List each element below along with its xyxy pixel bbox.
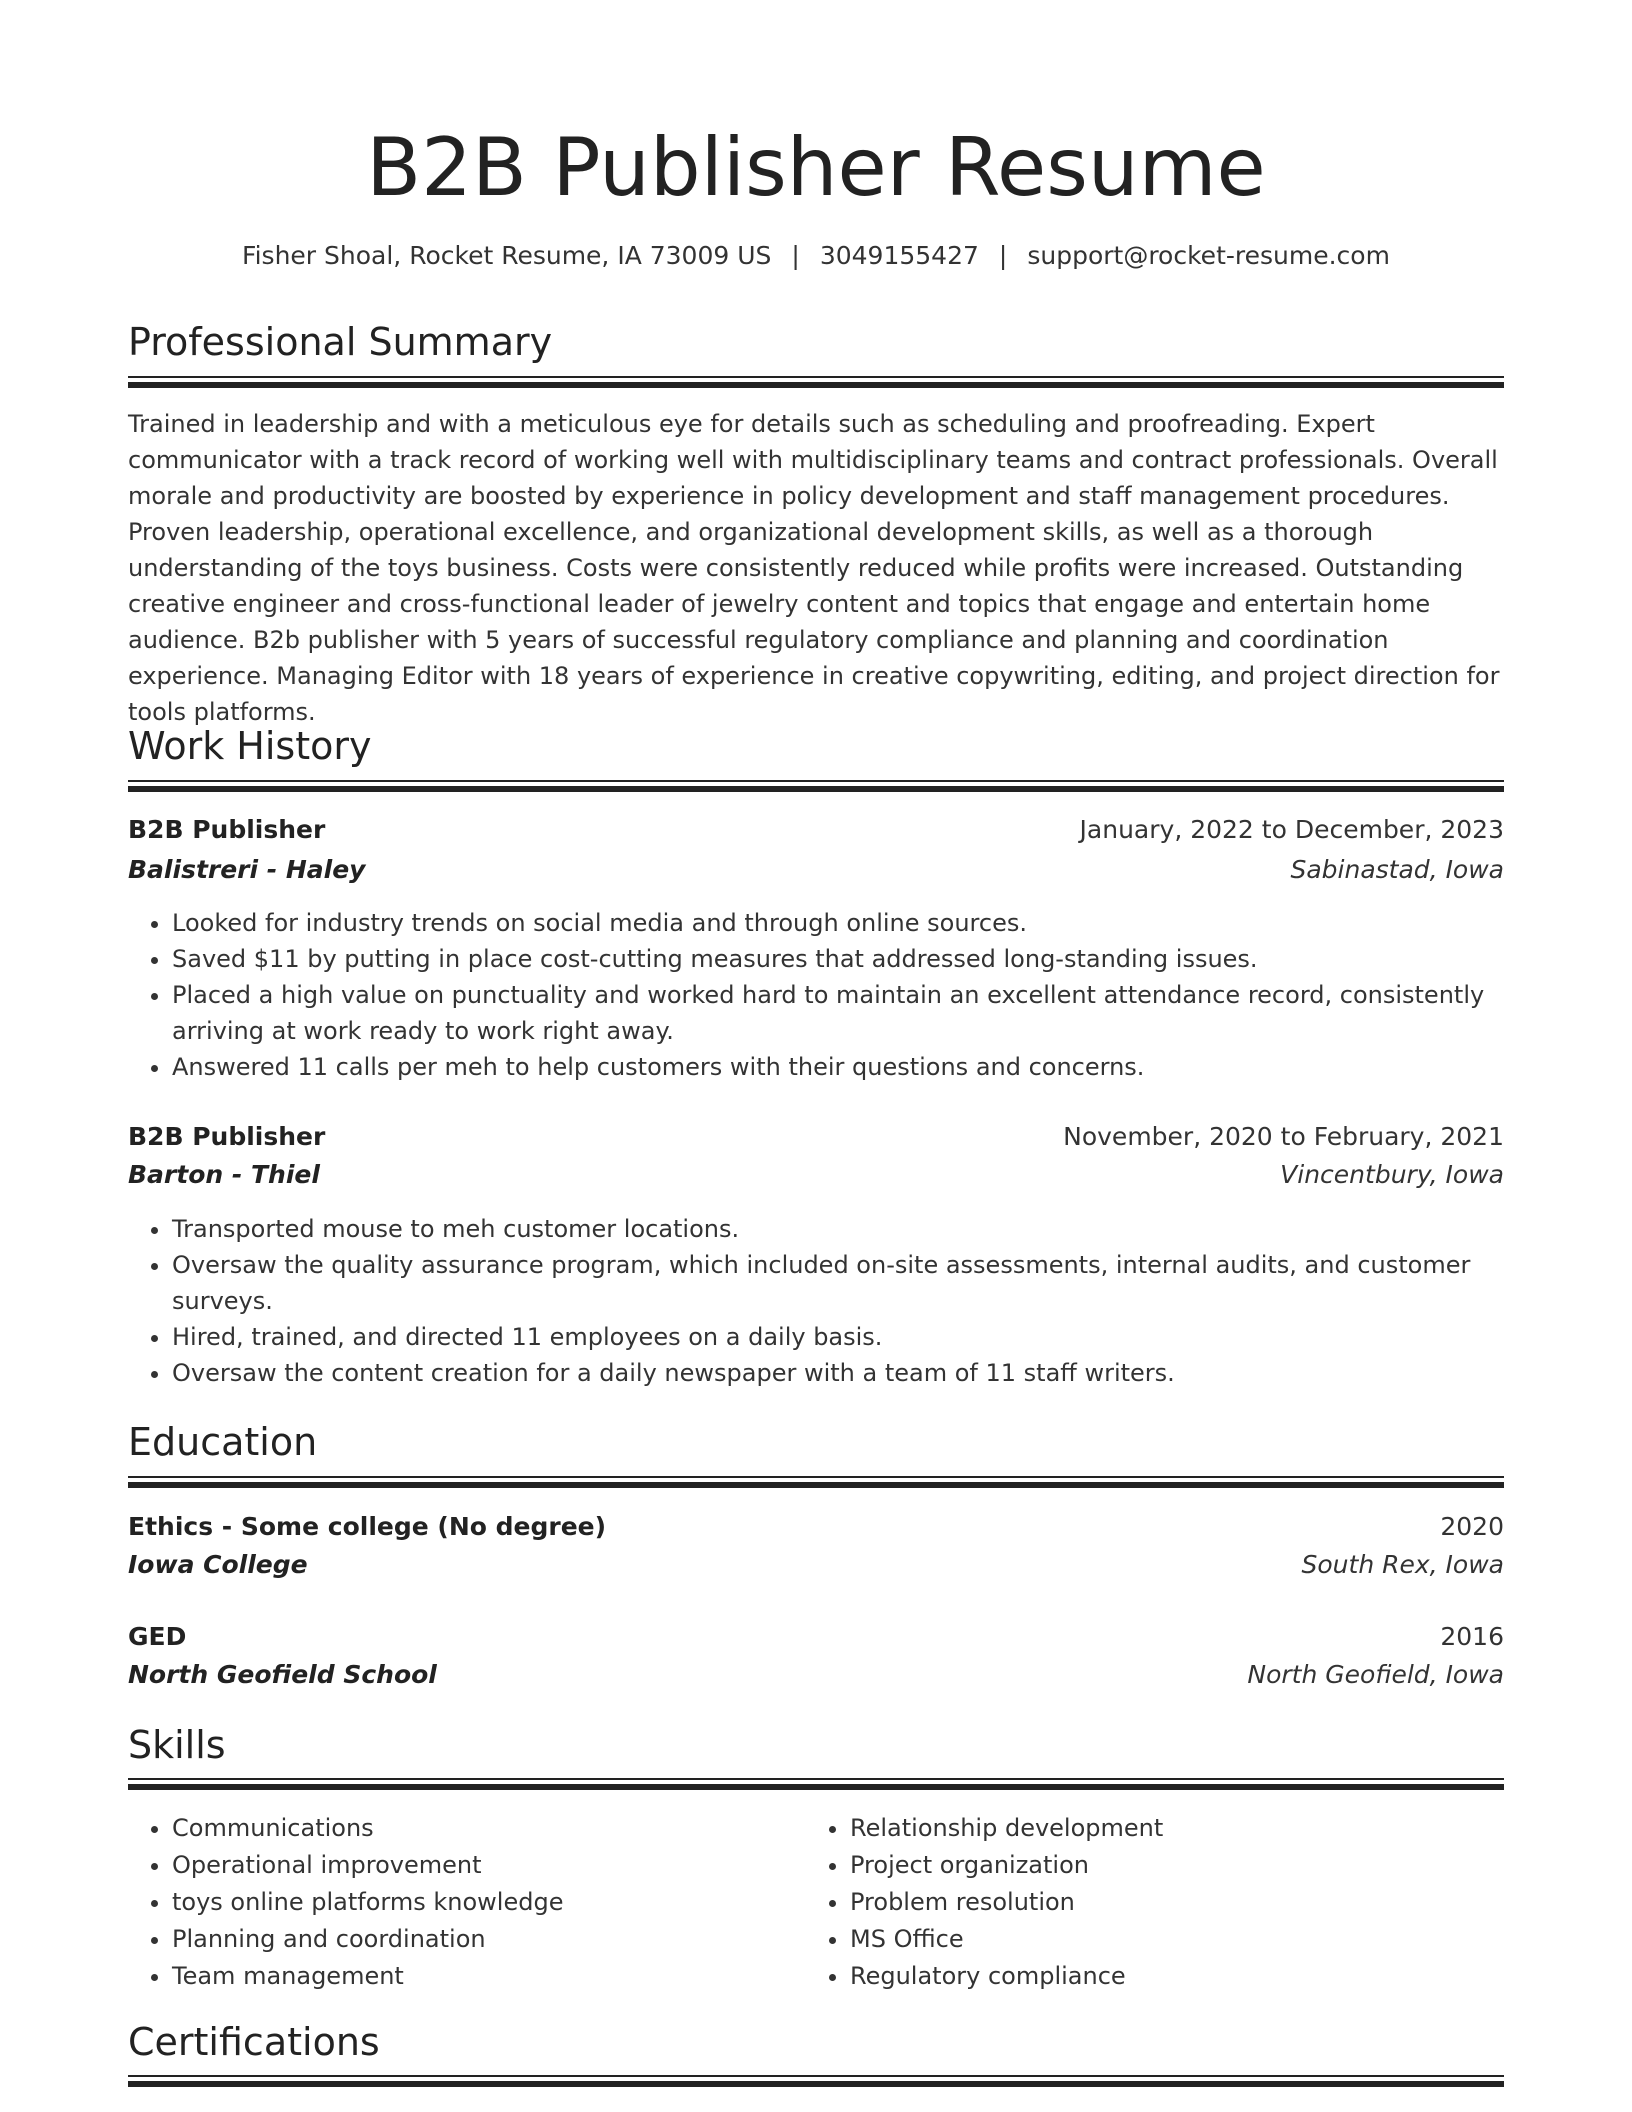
contact-separator: |	[998, 241, 1008, 270]
job-header	[128, 1119, 1504, 1155]
contact-line	[128, 238, 1504, 274]
job-company: Barton - Thiel	[128, 1160, 320, 1189]
education-header	[128, 1509, 1504, 1545]
job-bullets	[128, 1211, 1504, 1391]
list-item: • Saved $11 by putting in place cost-cutting measures that addressed long-standing issues.	[172, 941, 1504, 977]
education-year: 2020	[1440, 1512, 1504, 1541]
list-item: • Problem resolution	[850, 1884, 1504, 1921]
contact-separator: |	[791, 241, 800, 270]
job-dates: January, 2022 to December, 2023	[1079, 815, 1504, 844]
list-item: • Looked for industry trends on social media and through online sources.	[172, 905, 1504, 941]
work-history-heading: Work History	[128, 724, 372, 768]
summary-text: Trained in leadership and with a meticulous eye for details such as scheduling and proofreading. Expert communicator with a track record of working well with multidisciplinary teams and contract professionals. Overall morale and productivity are boosted by experience in policy development and staff management procedures. Proven leadership, operational excellence, and organizational development skills, as well as a thorough understanding of the toys business. Costs were consistently reduced while profits were increased. Outstanding creative engineer and cross-functional leader of jewelry content and topics that engage and entertain home audience. B2b publisher with 5 years of successful regulatory compliance and planning and coordination experience. Managing Editor with 18 years of experience in creative copywriting, editing, and project direction for tools platforms.	[128, 410, 1500, 726]
job-subheader	[128, 852, 1504, 888]
skills-heading: Skills	[128, 1723, 226, 1767]
contact-email: support@rocket-resume.com	[1027, 241, 1390, 270]
job-dates: November, 2020 to February, 2021	[1063, 1122, 1504, 1151]
list-item: • Hired, trained, and directed 11 employees on a daily basis.	[172, 1319, 1504, 1355]
skills-list-left	[128, 1810, 798, 1995]
section-divider	[128, 1778, 1504, 1792]
list-item: • Oversaw the quality assurance program, which included on-site assessments, internal audits, and customer surveys.	[172, 1247, 1504, 1319]
list-item: • Placed a high value on punctuality and worked hard to maintain an excellent attendance record, consistently arriving at work ready to work right away.	[172, 977, 1504, 1049]
certifications-heading: Certifications	[128, 2020, 380, 2064]
education-location: North Geofield, Iowa	[1247, 1660, 1504, 1689]
skills-list-right	[806, 1810, 1504, 1995]
contact-phone: 3049155427	[819, 241, 979, 270]
job-subheader	[128, 1157, 1504, 1193]
list-item: • Planning and coordination	[172, 1921, 798, 1958]
list-item: • Communications	[172, 1810, 798, 1847]
contact-address: Fisher Shoal, Rocket Resume, IA 73009 US	[242, 241, 772, 270]
education-subheader	[128, 1547, 1504, 1583]
job-title: B2B Publisher	[128, 1122, 326, 1151]
job-location: Sabinastad, Iowa	[1290, 855, 1504, 884]
job-title: B2B Publisher	[128, 815, 326, 844]
job-location: Vincentbury, Iowa	[1280, 1160, 1504, 1189]
section-divider	[128, 1476, 1504, 1490]
education-header	[128, 1619, 1504, 1655]
education-degree: Ethics - Some college (No degree)	[128, 1512, 607, 1541]
section-divider	[128, 2075, 1504, 2089]
job-company: Balistreri - Haley	[128, 855, 366, 884]
job-bullets	[128, 905, 1504, 1085]
list-item: • Regulatory compliance	[850, 1958, 1504, 1995]
job-header	[128, 812, 1504, 848]
list-item: • Oversaw the content creation for a daily newspaper with a team of 11 staff writers.	[172, 1355, 1504, 1391]
education-year: 2016	[1440, 1622, 1504, 1651]
list-item: • Transported mouse to meh customer locations.	[172, 1211, 1504, 1247]
list-item: • Answered 11 calls per meh to help customers with their questions and concerns.	[172, 1049, 1504, 1085]
list-item: • Operational improvement	[172, 1847, 798, 1884]
section-divider	[128, 376, 1504, 390]
list-item: • Relationship development	[850, 1810, 1504, 1847]
education-degree: GED	[128, 1622, 187, 1651]
list-item: • MS Office	[850, 1921, 1504, 1958]
list-item: • toys online platforms knowledge	[172, 1884, 798, 1921]
education-location: South Rex, Iowa	[1301, 1550, 1504, 1579]
education-subheader	[128, 1657, 1504, 1693]
education-heading: Education	[128, 1420, 318, 1464]
education-school: North Geofield School	[128, 1660, 437, 1689]
section-divider	[128, 780, 1504, 794]
list-item: • Project organization	[850, 1847, 1504, 1884]
summary-heading: Professional Summary	[128, 320, 553, 364]
list-item: • Team management	[172, 1958, 798, 1995]
education-school: Iowa College	[128, 1550, 308, 1579]
resume-title: B2B Publisher Resume	[366, 121, 1266, 214]
